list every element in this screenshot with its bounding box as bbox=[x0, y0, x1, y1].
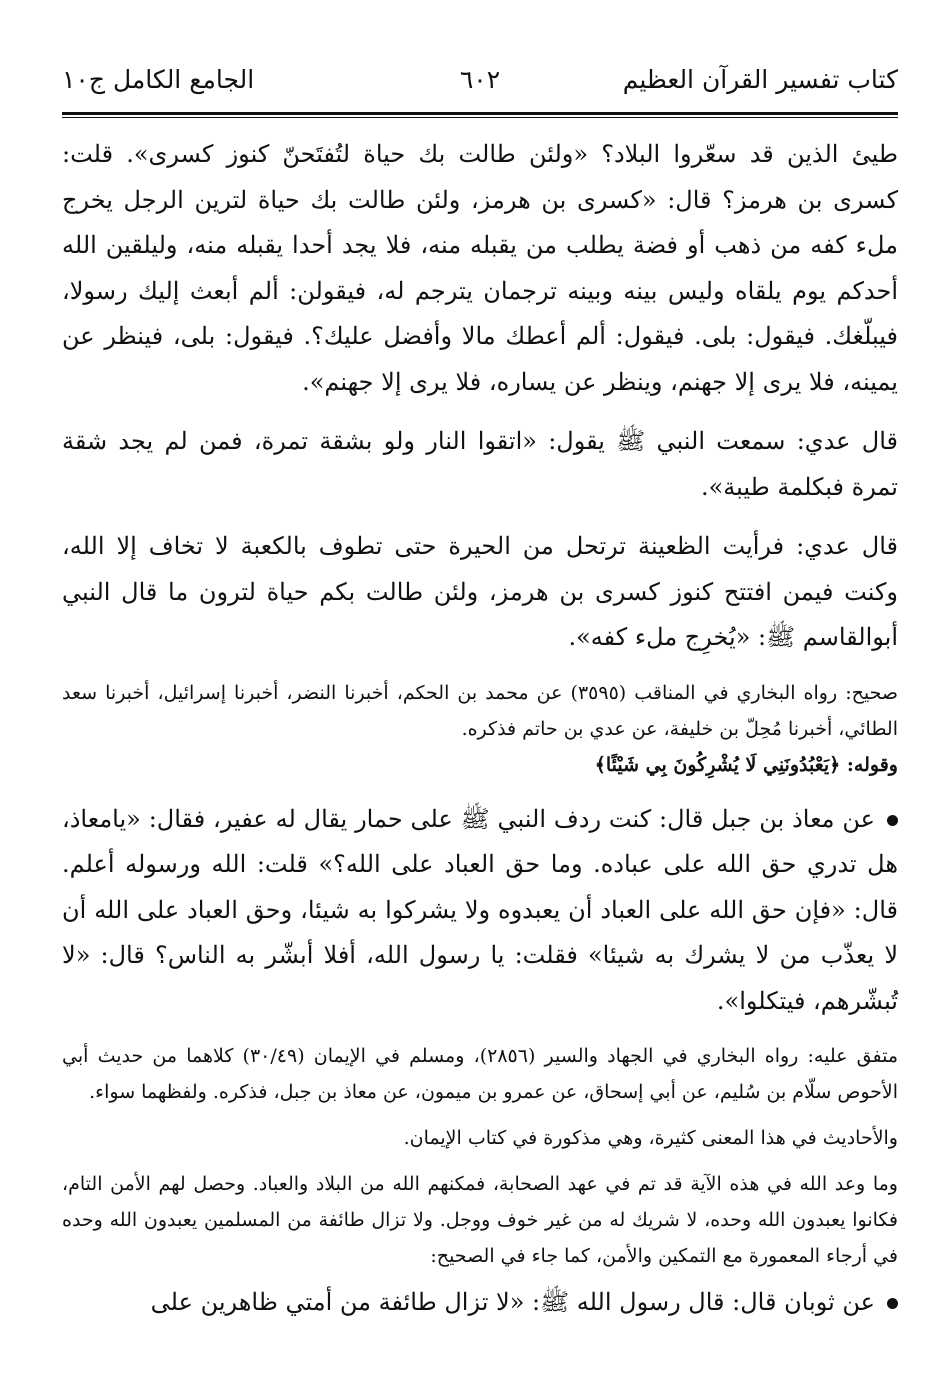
hadiths-many-note: والأحاديث في هذا المعنى كثيرة، وهي مذكورة في كتاب الإيمان. bbox=[403, 1127, 898, 1149]
muadh-hadith-block bbox=[62, 797, 898, 1025]
volume-title: الجامع الكامل ج١٠ bbox=[62, 65, 255, 94]
promise-fulfilled-note: وما وعد الله في هذه الآية قد تم في عهد الصحابة، فمكنهم الله من البلاد والعباد. وحصل لهم الأمن التام، فكانوا يعبدون الله وحده، لا شريك له من غير خوف ووجل. ولا تزال طائفة من المسلمين يعبدون الله وحده في أرجاء المعمورة مع التمكين والأمن، كما جاء في الصحيح: bbox=[62, 1173, 898, 1267]
bullet-icon bbox=[887, 815, 898, 826]
book-page bbox=[62, 60, 898, 1360]
page-header bbox=[62, 60, 898, 100]
verse-quote-note: وقوله: ﴿يَعْبُدُونَنِي لَا يُشْرِكُونَ بِي شَيْئًا﴾ bbox=[594, 753, 898, 776]
header-divider bbox=[62, 112, 898, 118]
adi-quote-paragraph-2: قال عدي: فرأيت الظعينة ترتحل من الحيرة حتى تطوف بالكعبة لا تخاف إلا الله، وكنت فيمن افتتح كنوز كسرى بن هرمز، ولئن طالت بكم حياة لترون ما قال النبي أبوالقاسم ﷺ: «يُخرِج ملء كفه». bbox=[62, 532, 898, 651]
bukhari-source-note: صحيح: رواه البخاري في المناقب (٣٥٩٥) عن محمد بن الحكم، أخبرنا النضر، أخبرنا إسرائيل، أخبرنا سعد الطائي، أخبرنا مُحِلّ بن خليفة، عن عدي بن حاتم فذكره. bbox=[62, 681, 898, 740]
page-body bbox=[62, 132, 898, 1326]
muadh-hadith-paragraph: عن معاذ بن جبل قال: كنت ردف النبي ﷺ على حمار يقال له عفير، فقال: «يامعاذ، هل تدري حق الله على عباده. وما حق العباد على الله؟» قلت: الله ورسوله أعلم. قال: «فإن حق الله على العباد أن يعبدوه ولا يشركوا به شيئا، وحق العباد على الله أن لا يعذّب من لا يشرك به شيئا» فقلت: يا رسول الله، أفلا أبشّر به الناس؟ قال: «لا تُبشّرهم، فيتكلوا». bbox=[62, 804, 898, 1015]
book-title: كتاب تفسير القرآن العظيم bbox=[622, 65, 898, 94]
thawban-hadith-paragraph: عن ثوبان قال: قال رسول الله ﷺ: «لا تزال طائفة من أمتي ظاهرين على bbox=[150, 1288, 875, 1316]
thawban-hadith-block bbox=[62, 1280, 898, 1326]
muttafaq-source-note: متفق عليه: رواه البخاري في الجهاد والسير (٢٨٥٦)، ومسلم في الإيمان (٣٠/٤٩) كلاهما من حديث أبي الأحوص سلّام بن سُليم، عن أبي إسحاق، عن عمرو بن ميمون، عن معاذ بن جبل، فذكره. ولفظهما سواء. bbox=[62, 1045, 899, 1103]
bullet-icon bbox=[887, 1298, 898, 1309]
page-number: ٦٠٢ bbox=[459, 65, 501, 94]
hadith-continuation-paragraph: طيئ الذين قد سعّروا البلاد؟ «ولئن طالت بك حياة لتُفتَحنّ كنوز كسرى». قلت: كسرى بن هرمز؟ قال: «كسرى بن هرمز، ولئن طالت بك حياة لترين الرجل يخرج ملء كفه من ذهب أو فضة يطلب من يقبله منه، فلا يجد أحدا يقبله منه، وليلقين الله أحدكم يوم يلقاه وليس بينه وبينه ترجمان يترجم له، فيقولن: ألم أبعث إليك رسولا، فيبلّغك. فيقول: بلى. فيقول: ألم أعطك مالا وأفضل عليك؟. فيقول: بلى، فينظر عن يمينه، فلا يرى إلا جهنم، وينظر عن يساره، فلا يرى إلا جهنم». bbox=[62, 140, 899, 396]
adi-quote-paragraph-1: قال عدي: سمعت النبي ﷺ يقول: «اتقوا النار ولو بشقة تمرة، فمن لم يجد شقة تمرة فبكلمة طيبة». bbox=[62, 427, 898, 501]
